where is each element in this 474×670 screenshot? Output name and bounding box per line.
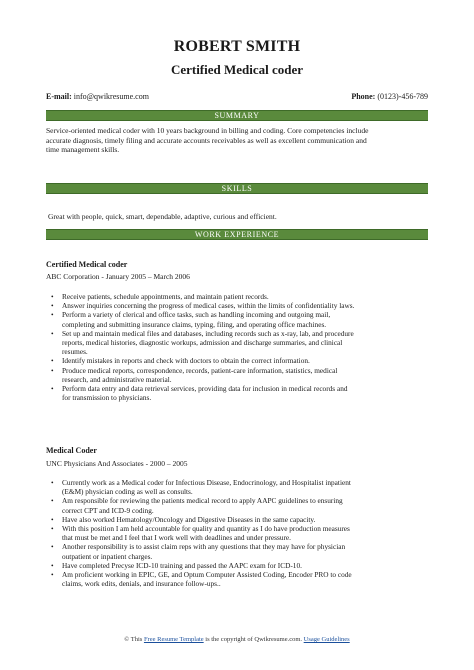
job-bullets bbox=[46, 292, 428, 402]
bullet-item: • Perform data entry and data retrieval services, providing data for inclusion in medical records and for transmission to physicians. bbox=[51, 384, 348, 403]
email-value: info@qwikresume.com bbox=[73, 92, 149, 101]
footer bbox=[0, 636, 474, 643]
skills-banner: SKILLS bbox=[46, 183, 428, 194]
bullet-dot-icon: • bbox=[51, 496, 54, 506]
job-bullets bbox=[46, 478, 428, 588]
footer-prefix: © This bbox=[124, 636, 144, 643]
email-label: E-mail: bbox=[46, 92, 72, 101]
job-title: Medical Coder bbox=[46, 446, 97, 455]
bullet-dot-icon: • bbox=[51, 365, 54, 375]
bullet-item: • Set up and maintain medical files and databases, including records such as x-ray, lab, and procedure reports, medical histories, diagnostic workups, admission and discharge summaries, and clinical resumes. bbox=[51, 328, 354, 357]
bullet-item: • Another responsibility is to assist claim reps with any questions that they may have for physician outpatient or inpatient charges. bbox=[51, 542, 346, 561]
bullet-dot-icon: • bbox=[51, 570, 54, 580]
bullet-dot-icon: • bbox=[51, 301, 54, 311]
bullet-dot-icon: • bbox=[51, 478, 54, 487]
bullet-dot-icon: • bbox=[51, 310, 54, 320]
bullet-item: • Receive patients, schedule appointments, and maintain patient records. bbox=[51, 292, 269, 301]
bullet-item: • Have also worked Hematology/Oncology and Digestive Diseases in the same capacity. bbox=[51, 514, 316, 524]
bullet-item: • Currently work as a Medical coder for Infectious Disease, Endocrinology, and Hospitalist inpatient (E&M) physician coding as well as consults. bbox=[51, 478, 351, 497]
bullet-item: • Produce medical reports, correspondence, records, patient-care information, statistics, medical research, and administrative material. bbox=[51, 365, 338, 384]
contact-row bbox=[46, 92, 428, 104]
usage-guidelines-link[interactable]: Usage Guidelines bbox=[303, 636, 350, 643]
job-company: UNC Physicians And Associates - 2000 – 2005 bbox=[46, 459, 188, 468]
phone-line bbox=[351, 92, 428, 101]
email-line bbox=[46, 92, 149, 101]
footer-middle: is the copyright of Qwikresume.com. bbox=[203, 636, 304, 643]
summary-line: time management skills. bbox=[46, 145, 120, 155]
job-title: Certified Medical coder bbox=[46, 260, 128, 269]
bullet-item: • Identify mistakes in reports and check with doctors to obtain the correct information. bbox=[51, 356, 310, 366]
bullet-dot-icon: • bbox=[51, 524, 54, 534]
bullet-dot-icon: • bbox=[51, 560, 54, 570]
summary-line: Service-oriented medical coder with 10 years background in billing and coding. Core competencies include bbox=[46, 126, 369, 135]
bullet-dot-icon: • bbox=[51, 292, 54, 301]
summary-banner: SUMMARY bbox=[46, 110, 428, 121]
free-resume-template-link[interactable]: Free Resume Template bbox=[143, 636, 204, 643]
phone-value: (0123)-456-789 bbox=[377, 92, 428, 101]
skills-text: Great with people, quick, smart, dependable, adaptive, curious and efficient. bbox=[48, 212, 277, 221]
work-experience-banner: WORK EXPERIENCE bbox=[46, 229, 428, 240]
phone-label: Phone: bbox=[351, 92, 376, 101]
bullet-dot-icon: • bbox=[51, 384, 54, 394]
candidate-name: ROBERT SMITH bbox=[173, 38, 301, 55]
bullet-dot-icon: • bbox=[51, 328, 54, 338]
candidate-title: Certified Medical coder bbox=[170, 62, 304, 77]
bullet-dot-icon: • bbox=[51, 356, 54, 366]
bullet-item: • With this position I am held accountable for quality and quantity as I do have production measures that must be met and I feel that I work well with deadlines and under pressure. bbox=[51, 524, 350, 543]
bullet-item: • Perform a variety of clerical and office tasks, such as handling incoming and outgoing mail, completing and submitting insurance claims, typing, filing, and operating office machines. bbox=[51, 310, 331, 329]
bullet-dot-icon: • bbox=[51, 514, 54, 524]
bullet-dot-icon: • bbox=[51, 542, 54, 552]
summary-line: accurate diagnosis, timely filing and accurate accounts receivables as well as excellent communication and bbox=[46, 135, 367, 145]
bullet-item: • Am proficient working in EPIC, GE, and Optum Computer Assisted Coding, Encoder PRO to code claims, work edits, denials, and insurance follow-ups.. bbox=[51, 570, 352, 589]
bullet-item: • Am responsible for reviewing the patients medical record to apply AAPC guidelines to ensuring correct CPT and ICD-9 coding. bbox=[51, 496, 343, 515]
bullet-item: • Answer inquiries concerning the progress of medical cases, within the limits of confidentiality laws. bbox=[51, 301, 355, 311]
bullet-item: • Have completed Precyse ICD-10 training and passed the AAPC exam for ICD-10. bbox=[51, 560, 302, 570]
job-company: ABC Corporation - January 2005 – March 2006 bbox=[46, 272, 190, 281]
summary-text bbox=[46, 126, 428, 155]
